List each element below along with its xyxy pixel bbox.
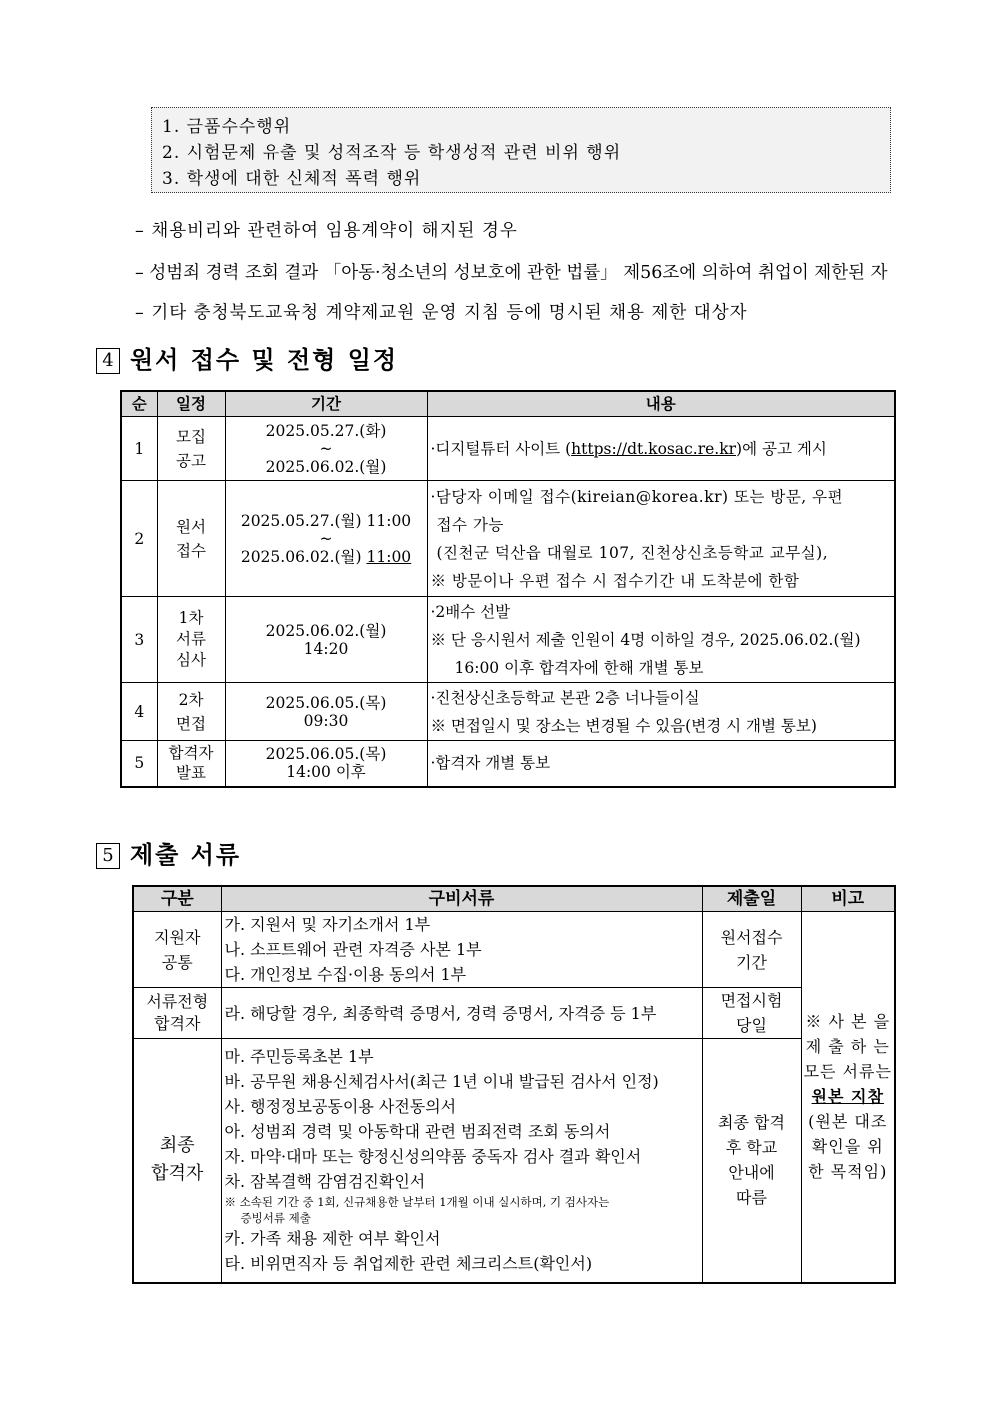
row-number: 2 <box>121 481 157 597</box>
table-row <box>133 988 895 1039</box>
section-title: 원서 접수 및 전형 일정 <box>130 345 399 374</box>
period-cell: 2025.05.27.(월) 11:00 ~ 2025.06.02.(월) 11:00 <box>225 481 427 597</box>
period-cell: 2025.06.05.(목) 09:30 <box>225 683 427 741</box>
bullet-line: – 채용비리와 관련하여 임용계약이 해지된 경우 <box>135 221 518 241</box>
docs-cell: 라. 해당할 경우, 최종학력 증명서, 경력 증명서, 자격증 등 1부 <box>221 988 702 1039</box>
content-cell: ·2배수 선발 ※ 단 응시원서 제출 인원이 4명 이하일 경우, 2025.06.02.(월) 16:00 이후 합격자에 한해 개별 통보 <box>427 597 895 683</box>
content-cell: ·디지털튜터 사이트 (https://dt.kosac.re.kr)에 공고 게시 <box>427 417 895 481</box>
table-row <box>121 481 895 597</box>
table-row <box>121 683 895 741</box>
table-row <box>133 1039 895 1283</box>
header-cell: 구비서류 <box>221 886 702 912</box>
schedule-table <box>120 390 896 788</box>
period-cell: 2025.06.05.(목) 14:00 이후 <box>225 741 427 787</box>
header-cell: 기간 <box>225 391 427 417</box>
header-cell: 구분 <box>133 886 221 912</box>
section-number: 5 <box>96 843 120 869</box>
table-header-row <box>121 391 895 417</box>
section-title: 제출 서류 <box>130 840 242 869</box>
date-cell: 원서접수 기간 <box>702 912 801 988</box>
documents-table <box>132 885 896 1284</box>
header-cell: 순 <box>121 391 157 417</box>
section-4-heading <box>96 340 398 375</box>
restriction-item: 2. 시험문제 유출 및 성적조작 등 학생성적 관련 비위 행위 <box>162 143 622 163</box>
header-cell: 제출일 <box>702 886 801 912</box>
remark-cell: ※ 사 본 을 제 출 하 는 모든 서류는 원본 지참 (원본 대조 확인을 위 한 목적임) <box>801 912 895 1283</box>
content-cell: ·진천상신초등학교 본관 2층 너나들이실 ※ 면접일시 및 장소는 변경될 수 있음(변경 시 개별 통보) <box>427 683 895 741</box>
content-cell: ·합격자 개별 통보 <box>427 741 895 787</box>
restriction-item: 1. 금품수수행위 <box>162 117 292 137</box>
stage-cell: 모집 공고 <box>157 417 225 481</box>
restriction-item: 3. 학생에 대한 신체적 폭력 행위 <box>162 169 422 189</box>
period-cell: 2025.05.27.(화) ~ 2025.06.02.(월) <box>225 417 427 481</box>
date-cell: 최종 합격 후 학교 안내에 따름 <box>702 1039 801 1283</box>
category-cell: 서류전형 합격자 <box>133 988 221 1039</box>
docs-cell: 마. 주민등록초본 1부 바. 공무원 채용신체검사서(최근 1년 이내 발급된 검사서 인정) 사. 행정정보공동이용 사전동의서 아. 성범죄 경력 및 아동학대 관련 범죄전력 조회 동의서 자. 마약·대마 또는 향정신성의약품 중독자 검사 결과 확인서 차. 잠복결핵 감염검진확인서 ※ 소속된 기간 중 1회, 신규채용한 날부터 1개월 이내 실시하며, 기 검사자는 증빙서류 제출 카. 가족 채용 제한 여부 확인서 타. 비위면직자 등 취업제한 관련 체크리스트(확인서) <box>221 1039 702 1283</box>
header-cell: 비고 <box>801 886 895 912</box>
stage-cell: 원서 접수 <box>157 481 225 597</box>
table-row <box>133 912 895 988</box>
table-row <box>121 597 895 683</box>
stage-cell: 2차 면접 <box>157 683 225 741</box>
bullet-line: – 기타 충청북도교육청 계약제교원 운영 지침 등에 명시된 채용 제한 대상자 <box>135 303 748 323</box>
header-cell: 일정 <box>157 391 225 417</box>
header-cell: 내용 <box>427 391 895 417</box>
site-link[interactable]: https://dt.kosac.re.kr <box>571 439 737 458</box>
docs-cell: 가. 지원서 및 자기소개서 1부 나. 소프트웨어 관련 자격증 사본 1부 다. 개인정보 수집·이용 동의서 1부 <box>221 912 702 988</box>
row-number: 3 <box>121 597 157 683</box>
category-cell: 최종 합격자 <box>133 1039 221 1283</box>
table-row <box>121 417 895 481</box>
category-cell: 지원자 공통 <box>133 912 221 988</box>
bullet-line: – 성범죄 경력 조회 결과 「아동·청소년의 성보호에 관한 법률」 제56조에 의하여 취업이 제한된 자 <box>135 263 888 283</box>
content-cell: ·담당자 이메일 접수(kireian@korea.kr) 또는 방문, 우편 접수 가능 (진천군 덕산읍 대월로 107, 진천상신초등학교 교무실), ※ 방문이나 우편 접수 시 접수기간 내 도착분에 한함 <box>427 481 895 597</box>
date-cell: 면접시험 당일 <box>702 988 801 1039</box>
stage-cell: 합격자 발표 <box>157 741 225 787</box>
section-5-heading <box>96 835 241 870</box>
row-number: 5 <box>121 741 157 787</box>
stage-cell: 1차 서류 심사 <box>157 597 225 683</box>
period-cell: 2025.06.02.(월) 14:20 <box>225 597 427 683</box>
row-number: 4 <box>121 683 157 741</box>
section-number: 4 <box>96 348 120 374</box>
table-header-row <box>133 886 895 912</box>
table-row <box>121 741 895 787</box>
row-number: 1 <box>121 417 157 481</box>
restriction-list-box <box>151 107 891 193</box>
